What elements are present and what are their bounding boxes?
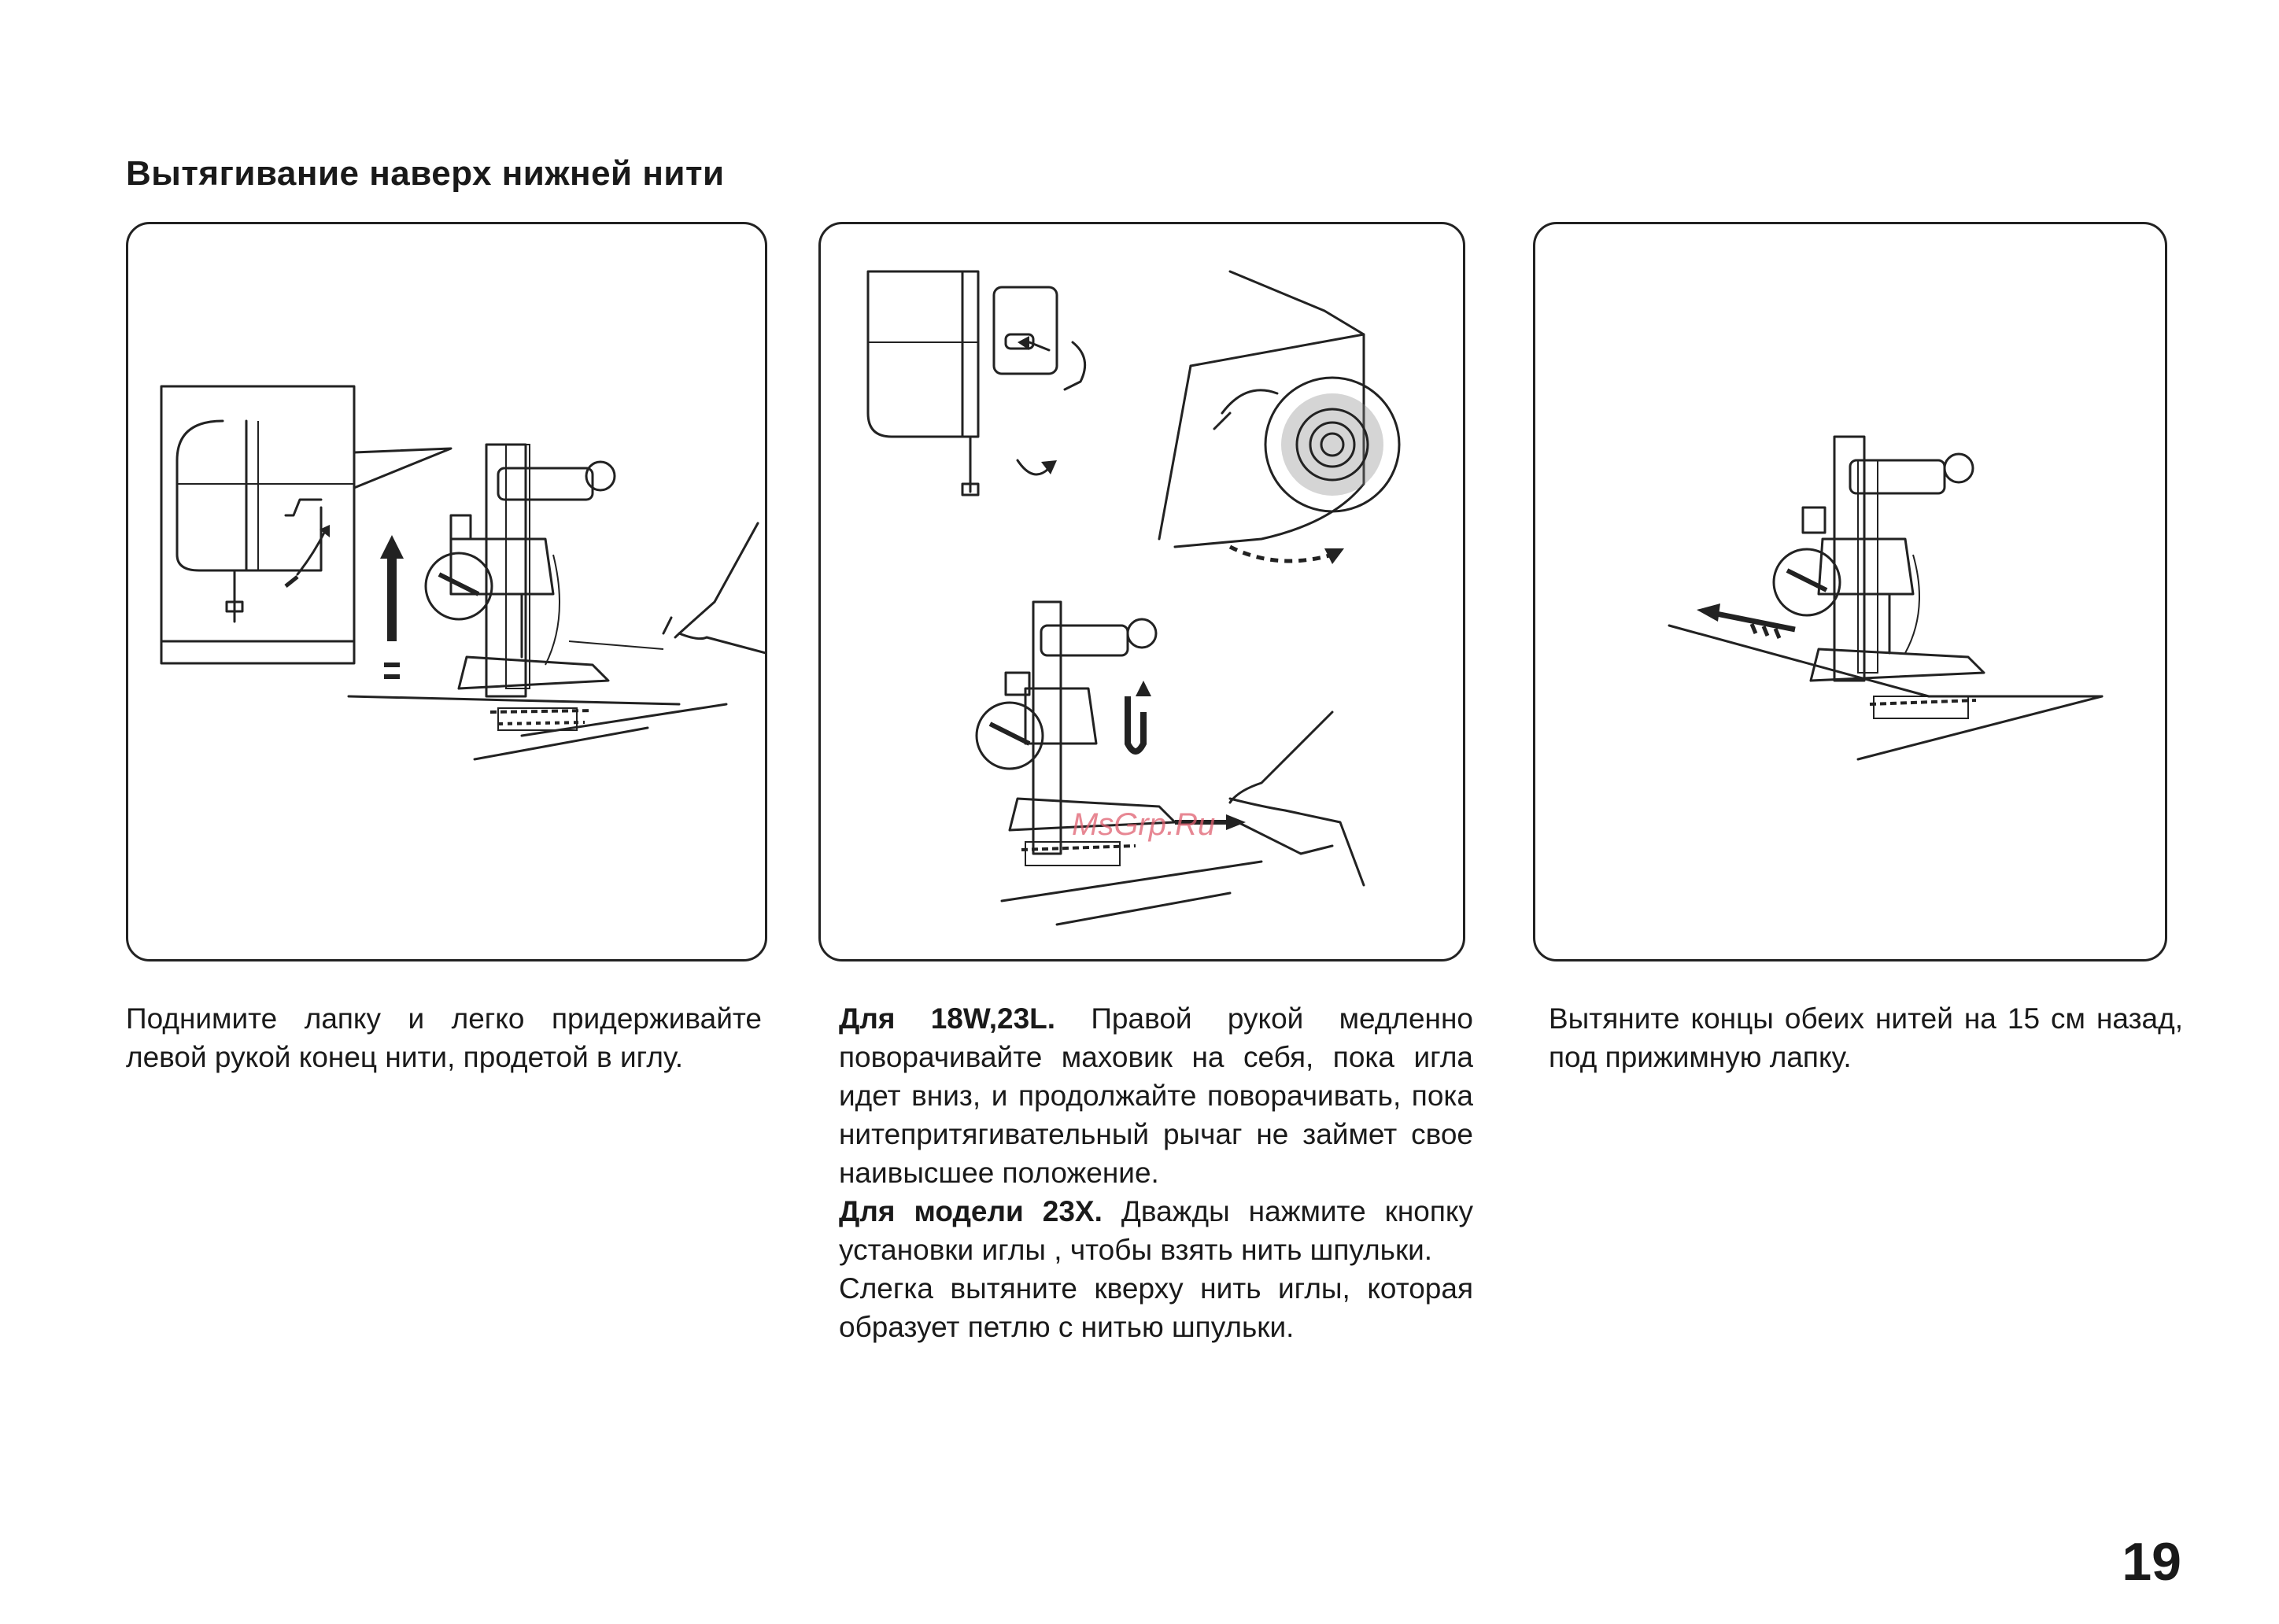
step-2-needle-button-instruction: Дважды нажмите кнопку установки иглы , чтобы взять нить шпульки. bbox=[839, 1195, 1473, 1266]
step-2-illustration-panel bbox=[818, 222, 1465, 961]
step-2-caption bbox=[839, 999, 1473, 1346]
step-1-illustration-panel bbox=[126, 222, 767, 961]
step-3-caption: Вытяните концы обеих нитей на 15 см назад, под прижимную лапку. bbox=[1549, 1002, 2183, 1073]
watermark: MsGrp.Ru bbox=[1072, 807, 1216, 842]
page-title: Вытягивание наверх нижней нити bbox=[126, 154, 725, 193]
step-3-illustration-panel bbox=[1533, 222, 2167, 961]
step-2-handwheel-instruction: Правой рукой медленно поворачивайте маховик на себя, пока игла идет вниз, и продолжайте поворачивать, пока нитепритягивательный рычаг не займет свое наивысшее положение. bbox=[839, 1002, 1473, 1189]
handwheel-turn-illustration bbox=[821, 224, 1465, 961]
presser-foot-raise-illustration bbox=[128, 224, 767, 961]
step-2-model-label-23x: Для модели 23X. bbox=[839, 1195, 1103, 1227]
page-number: 19 bbox=[2122, 1532, 2181, 1592]
step-1-caption: Поднимите лапку и легко придерживайте левой рукой конец нити, продетой в иглу. bbox=[126, 1002, 762, 1073]
step-2-loop-instruction: Слегка вытяните кверху нить иглы, которая образует петлю с нитью шпульки. bbox=[839, 1272, 1473, 1343]
step-2-model-label-18w-23l: Для 18W,23L. bbox=[839, 1002, 1056, 1035]
thread-pull-back-illustration bbox=[1535, 224, 2167, 961]
